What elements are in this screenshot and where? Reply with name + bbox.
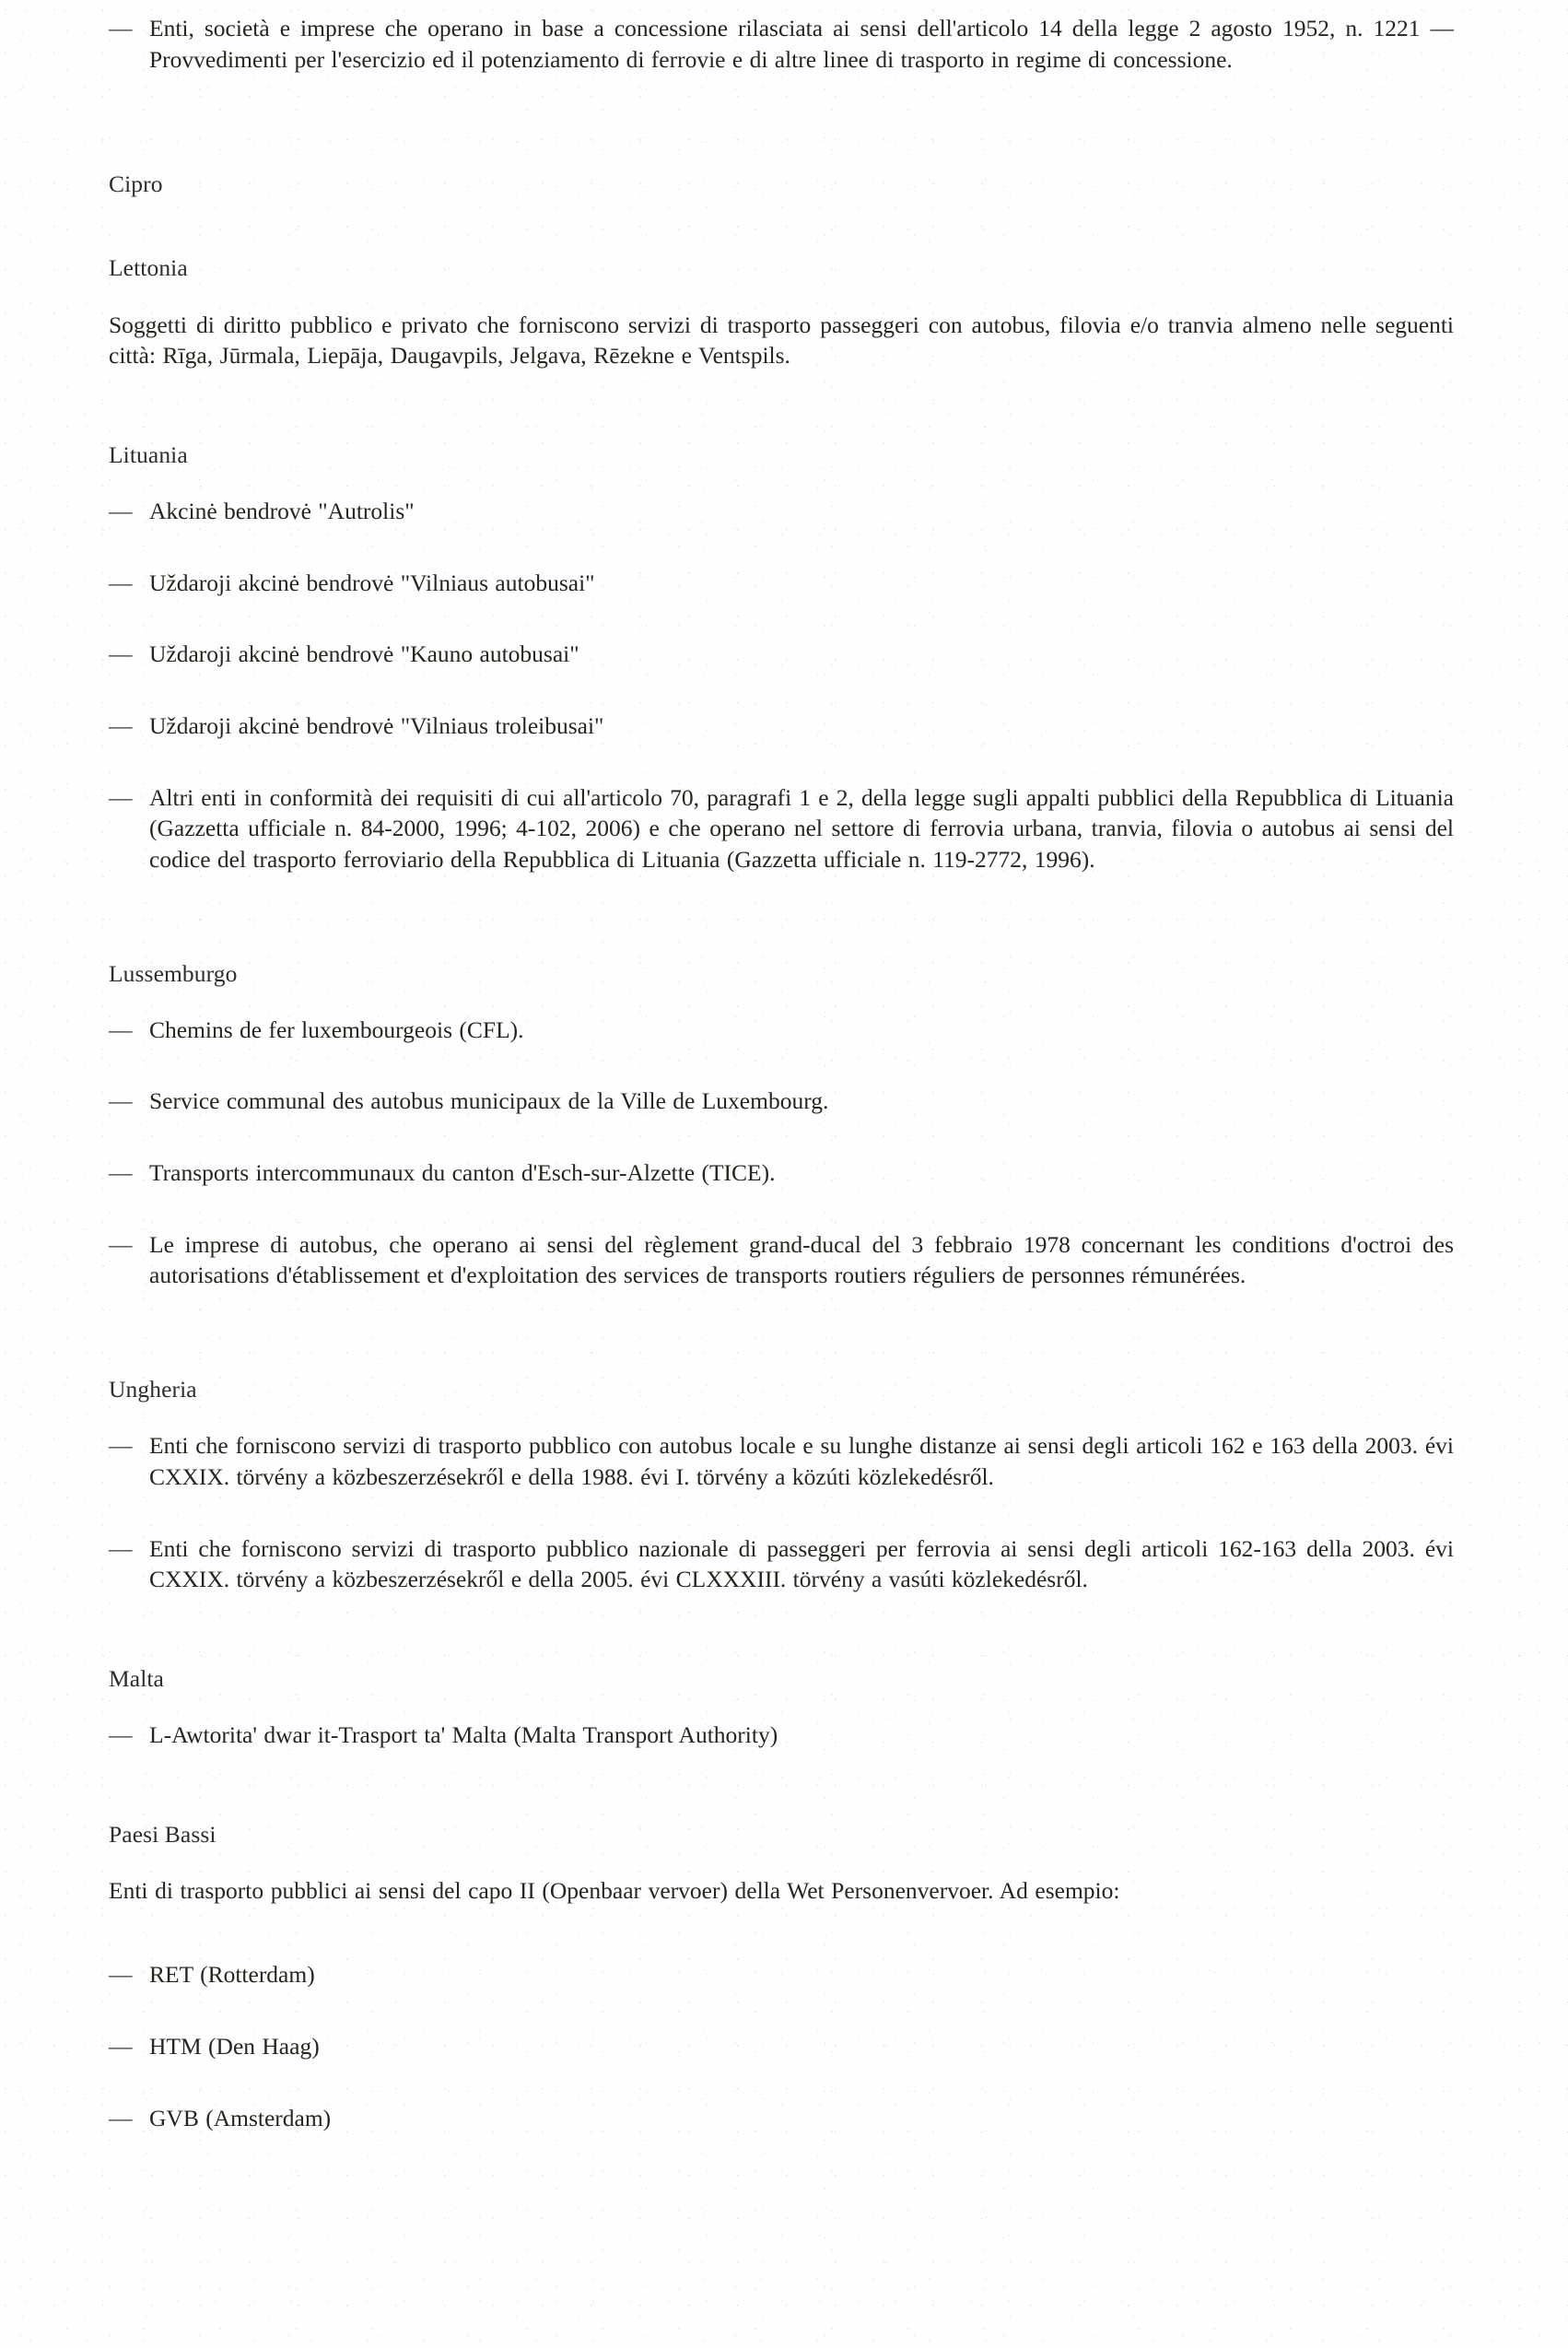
list-item-text: Transports intercommunaux du canton d'Esch-sur-Alzette (TICE). [149, 1159, 776, 1187]
section-heading-paesi-bassi: Paesi Bassi [109, 1820, 216, 1848]
spacer [109, 1694, 1454, 1720]
spacer [109, 527, 1454, 568]
section-heading-malta: Malta [109, 1664, 164, 1692]
spacer [109, 143, 1454, 169]
spacer [109, 944, 1454, 958]
spacer [109, 670, 1454, 710]
dash-bullet-icon: — [109, 1230, 133, 1258]
list-item [109, 1086, 1454, 1117]
list-item-text: Uždaroji akcinė bendrovė "Vilniaus troleibusai" [149, 712, 604, 740]
list-item-text: Akcinė bendrovė "Autrolis" [149, 498, 415, 525]
section-heading-lettonia: Lettonia [109, 254, 188, 282]
list-item [109, 496, 1454, 527]
list-item-text: RET (Rotterdam) [149, 1961, 315, 1989]
spacer [109, 1045, 1454, 1086]
dash-bullet-icon: — [109, 1016, 133, 1043]
list-item [109, 1229, 1454, 1291]
spacer [109, 1906, 1454, 1959]
spacer [109, 199, 1454, 252]
list-item [109, 1533, 1454, 1595]
dash-bullet-icon: — [109, 2104, 133, 2131]
list-item [109, 1015, 1454, 1046]
list-item [109, 13, 1454, 75]
paragraph-paesi-bassi: Enti di trasporto pubblici ai sensi del capo II (Openbaar vervoer) della Wet Personenvervoer. Ad esempio: [109, 1876, 1120, 1904]
spacer [109, 1291, 1454, 1359]
spacer [109, 1404, 1454, 1430]
list-item-text: Enti che forniscono servizi di trasporto pubblico con autobus locale e su lunghe distanze ai sensi degli articoli 162 e 163 della 2003. évi CXXIX. törvény a közbeszerzésekről e della 1988. évi I. törvény a közúti közlekedésről. [149, 1432, 1454, 1490]
spacer [109, 1493, 1454, 1533]
list-item-text: Uždaroji akcinė bendrovė "Kauno autobusai" [149, 640, 579, 668]
list-item-text: Enti, società e imprese che operano in base a concessione rilasciata ai sensi dell'articolo 14 della legge 2 agosto 1952, n. 1221 — Provvedimenti per l'esercizio ed il potenziamento di ferrovie e di altre linee di trasporto in regime di concessione. [149, 15, 1454, 73]
list-item [109, 1157, 1454, 1189]
list-item-text: Chemins de fer luxembourgeois (CFL). [149, 1016, 524, 1043]
dash-bullet-icon: — [109, 2033, 133, 2060]
list-item [109, 782, 1454, 875]
spacer [109, 1990, 1454, 2031]
dash-bullet-icon: — [109, 712, 133, 740]
spacer [109, 1117, 1454, 1157]
spacer [109, 989, 1454, 1015]
list-item-text: GVB (Amsterdam) [149, 2104, 332, 2131]
spacer [109, 284, 1454, 310]
dash-bullet-icon: — [109, 1961, 133, 1989]
dash-bullet-icon: — [109, 498, 133, 525]
dash-bullet-icon: — [109, 1087, 133, 1115]
section-heading-ungheria: Ungheria [109, 1376, 197, 1403]
dash-bullet-icon: — [109, 783, 133, 811]
list-item-text: L-Awtorita' dwar it-Trasport ta' Malta (Malta Transport Authority) [149, 1720, 778, 1748]
dash-bullet-icon: — [109, 569, 133, 596]
spacer [109, 598, 1454, 639]
section-heading-cipro: Cipro [109, 170, 163, 198]
section-heading-lituania: Lituania [109, 440, 188, 468]
list-item [109, 710, 1454, 742]
list-item [109, 1430, 1454, 1492]
spacer [109, 75, 1454, 143]
dash-bullet-icon: — [109, 15, 133, 41]
spacer [109, 1751, 1454, 1819]
list-item [109, 1959, 1454, 1990]
list-item-text: Altri enti in conformità dei requisiti di cui all'articolo 70, paragrafi 1 e 2, della legge sugli appalti pubblici della Repubblica di Lituania (Gazzetta ufficiale n. 84-2000, 1996; 4-102, 2006) e che operano nel settore di ferrovia urbana, tranvia, filovia o autobus ai sensi del codice del trasporto ferroviario della Repubblica di Lituania (Gazzetta ufficiale n. 119-2772, 1996). [149, 783, 1454, 873]
dash-bullet-icon: — [109, 1159, 133, 1187]
list-item [109, 2103, 1454, 2134]
dash-bullet-icon: — [109, 1534, 133, 1562]
spacer [109, 1189, 1454, 1229]
list-item [109, 1720, 1454, 1751]
list-item-text: Service communal des autobus municipaux de la Ville de Luxembourg. [149, 1087, 829, 1115]
paragraph-lettonia: Soggetti di diritto pubblico e privato che forniscono servizi di trasporto passeggeri con autobus, filovia e/o tranvia almeno nelle seguenti città: Rīga, Jūrmala, Liepāja, Daugavpils, Jelgava, Rēzekne e Ventspils. [109, 311, 1454, 370]
section-heading-lussemburgo: Lussemburgo [109, 959, 238, 987]
list-item [109, 639, 1454, 670]
spacer [109, 2062, 1454, 2103]
spacer [109, 470, 1454, 496]
list-item-text: Enti che forniscono servizi di trasporto pubblico nazionale di passeggeri per ferrovia ai sensi degli articoli 162-163 della 2003. évi CXXIX. törvény a közbeszerzésekről e della 2005. évi CLXXXIII. törvény a vasúti közlekedésről. [149, 1534, 1454, 1593]
dash-bullet-icon: — [109, 1720, 133, 1748]
spacer [109, 742, 1454, 782]
dash-bullet-icon: — [109, 640, 133, 668]
list-item-text: Uždaroji akcinė bendrovė "Vilniaus autobusai" [149, 569, 595, 596]
list-item [109, 2031, 1454, 2062]
spacer [109, 875, 1454, 944]
spacer [109, 1359, 1454, 1374]
dash-bullet-icon: — [109, 1432, 133, 1460]
document-body [109, 13, 1454, 2133]
spacer [109, 371, 1454, 440]
list-item-text: Le imprese di autobus, che operano ai sensi del règlement grand-ducal del 3 febbraio 1978 concernant les conditions d'octroi des autorisations d'établissement et d'exploitation des services de transports routiers réguliers de personnes rémunérées. [149, 1230, 1454, 1289]
list-item-text: HTM (Den Haag) [149, 2033, 320, 2060]
spacer [109, 1595, 1454, 1663]
spacer [109, 1849, 1454, 1875]
list-item [109, 568, 1454, 599]
